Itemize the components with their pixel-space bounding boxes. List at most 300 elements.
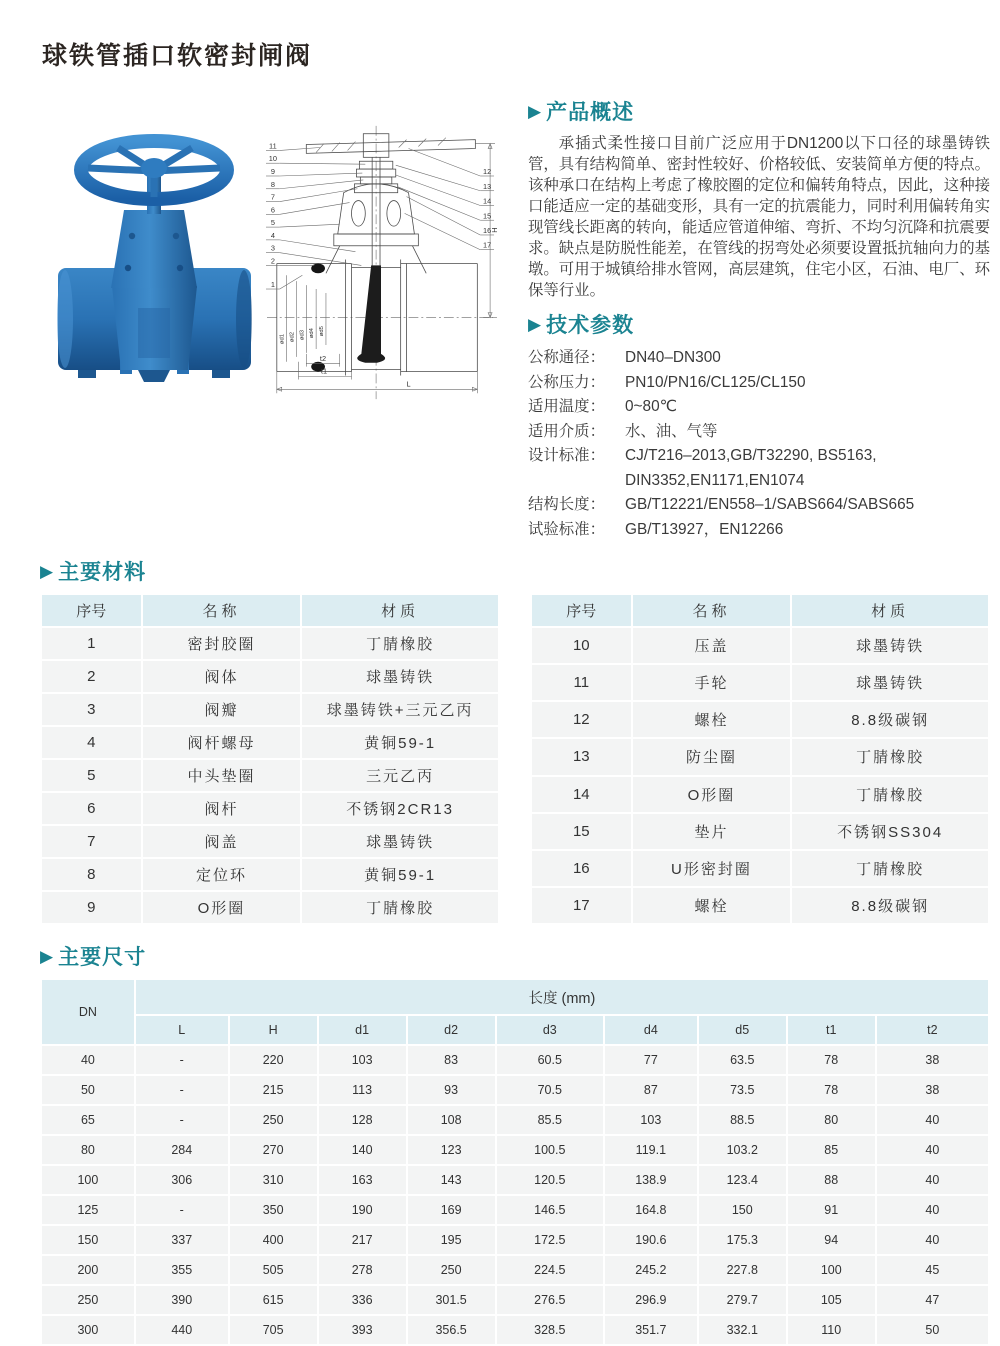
dimensions-table-body	[42, 1046, 988, 1344]
cell-t2: 40	[877, 1106, 988, 1134]
table-row	[42, 1046, 988, 1074]
datasheet-page	[0, 36, 1000, 1337]
dimensions-heading	[40, 941, 990, 971]
materials-right-body	[532, 628, 988, 923]
bolt	[129, 233, 135, 239]
param-row	[528, 493, 990, 518]
dim-t1-t2	[298, 354, 351, 380]
callout-number: 12	[483, 167, 492, 177]
param-row	[528, 469, 990, 494]
table-row	[42, 694, 498, 725]
cell-material: 球墨铸铁	[792, 628, 988, 663]
cell-H: 215	[230, 1076, 317, 1104]
param-row	[528, 420, 990, 445]
valve-photo	[52, 118, 257, 398]
table-row	[42, 1286, 988, 1314]
cell-L: 284	[136, 1136, 228, 1164]
table-row	[42, 892, 498, 923]
cell-no: 8	[42, 859, 141, 890]
product-images	[40, 96, 528, 542]
callout-number: 7	[270, 192, 275, 202]
overview-heading-text: 产品概述	[546, 101, 635, 124]
cell-no: 15	[532, 814, 631, 849]
cell-name: 阀体	[143, 661, 301, 692]
cell-L: 390	[136, 1286, 228, 1314]
cell-d3: 224.5	[497, 1256, 603, 1284]
cell-d5: 103.2	[699, 1136, 786, 1164]
cell-material: 球墨铸铁	[302, 826, 498, 857]
param-label: 适用温度：	[528, 398, 605, 415]
cell-dn: 80	[42, 1136, 134, 1164]
materials-heading	[40, 556, 1000, 586]
table-row	[42, 1106, 988, 1134]
table-row	[42, 727, 498, 758]
callout-number: 13	[483, 181, 492, 191]
cell-L: 355	[136, 1256, 228, 1284]
tech-params-heading	[528, 309, 990, 339]
cell-d5: 123.4	[699, 1166, 786, 1194]
param-row	[528, 371, 990, 396]
table-row	[42, 859, 498, 890]
drawing-handwheel	[306, 134, 475, 158]
cell-dn: 100	[42, 1166, 134, 1194]
col-header-material: 材质	[792, 595, 988, 626]
cell-d4: 103	[605, 1106, 697, 1134]
cell-t2: 40	[877, 1136, 988, 1164]
cell-L: -	[136, 1076, 228, 1104]
cell-dn: 125	[42, 1196, 134, 1224]
cell-H: 350	[230, 1196, 317, 1224]
cell-H: 400	[230, 1226, 317, 1254]
col-header-d4: d4	[605, 1016, 697, 1044]
col-header-dn: DN	[42, 980, 134, 1044]
cell-L: 440	[136, 1316, 228, 1344]
col-header-t1: t1	[788, 1016, 875, 1044]
cell-d4: 164.8	[605, 1196, 697, 1224]
cell-d5: 88.5	[699, 1106, 786, 1134]
param-label	[528, 469, 625, 494]
param-label: 试验标准：	[528, 520, 605, 538]
table-header-row-2	[42, 1016, 988, 1044]
col-header-name: 名称	[143, 595, 301, 626]
cell-no: 2	[42, 661, 141, 692]
cell-d2: 195	[408, 1226, 495, 1254]
cell-L: -	[136, 1196, 228, 1224]
cell-name: O形圈	[633, 777, 791, 812]
cell-no: 6	[42, 793, 141, 824]
cell-name: 螺栓	[633, 888, 791, 923]
diameter-dims	[280, 275, 326, 361]
cell-material: 丁腈橡胶	[792, 777, 988, 812]
nameplate	[138, 308, 170, 358]
cell-d2: 356.5	[408, 1316, 495, 1344]
cell-d5: 150	[699, 1196, 786, 1224]
valve-foot	[78, 370, 96, 378]
section-arrow-icon: ▶	[40, 561, 54, 581]
cell-d5: 175.3	[699, 1226, 786, 1254]
bolt	[173, 233, 179, 239]
cell-t2: 47	[877, 1286, 988, 1314]
col-header-d5: d5	[699, 1016, 786, 1044]
cell-d1: 278	[319, 1256, 406, 1284]
cell-name: 螺栓	[633, 702, 791, 737]
col-header-t2: t2	[877, 1016, 988, 1044]
cell-d2: 250	[408, 1256, 495, 1284]
cell-name: 手轮	[633, 665, 791, 700]
cell-H: 310	[230, 1166, 317, 1194]
cell-material: 黄铜59-1	[302, 859, 498, 890]
overview-heading	[528, 96, 990, 126]
col-header-no: 序号	[42, 595, 141, 626]
cell-material: 丁腈橡胶	[792, 851, 988, 886]
cell-d2: 83	[408, 1046, 495, 1074]
cell-t2: 38	[877, 1046, 988, 1074]
cell-no: 5	[42, 760, 141, 791]
table-row	[42, 1166, 988, 1194]
param-label: 结构长度：	[528, 496, 605, 513]
table-row	[532, 628, 988, 663]
cell-t2: 38	[877, 1076, 988, 1104]
cell-t1: 88	[788, 1166, 875, 1194]
param-value: GB/T12221/EN558–1/SABS664/SABS665	[625, 496, 915, 513]
tech-params-list	[528, 346, 990, 542]
col-header-d2: d2	[408, 1016, 495, 1044]
cell-material: 三元乙丙	[302, 760, 498, 791]
dim-l	[277, 372, 478, 394]
dim-t2-label: t2	[319, 353, 327, 363]
section-arrow-icon: ▶	[528, 101, 542, 121]
cell-dn: 300	[42, 1316, 134, 1344]
cell-no: 12	[532, 702, 631, 737]
callout-number: 3	[270, 243, 275, 253]
param-value: PN10/PN16/CL125/CL150	[625, 373, 806, 391]
cell-name: 中头垫圈	[143, 760, 301, 791]
cell-t2: 40	[877, 1166, 988, 1194]
valve-foot	[212, 370, 230, 378]
cell-name: O形圈	[143, 892, 301, 923]
cell-d3: 172.5	[497, 1226, 603, 1254]
cell-no: 11	[532, 665, 631, 700]
materials-left-body	[42, 628, 498, 923]
param-row	[528, 395, 990, 420]
cell-no: 9	[42, 892, 141, 923]
cell-name: U形密封圈	[633, 851, 791, 886]
cell-no: 14	[532, 777, 631, 812]
table-row	[532, 702, 988, 737]
cell-d3: 328.5	[497, 1316, 603, 1344]
cell-name: 密封胶圈	[143, 628, 301, 659]
cell-t2: 40	[877, 1196, 988, 1224]
cell-H: 220	[230, 1046, 317, 1074]
param-value: CJ/T216–2013,GB/T32290, BS5163,	[625, 447, 877, 464]
table-row	[42, 661, 498, 692]
cell-d4: 138.9	[605, 1166, 697, 1194]
cell-t1: 78	[788, 1046, 875, 1074]
cell-dn: 200	[42, 1256, 134, 1284]
cell-L: 306	[136, 1166, 228, 1194]
callout-number: 4	[270, 230, 275, 240]
callout-number: 9	[270, 167, 275, 177]
cell-material: 球墨铸铁	[792, 665, 988, 700]
info-column	[528, 96, 990, 542]
table-row	[532, 851, 988, 886]
cell-material: 8.8级碳钢	[792, 702, 988, 737]
cell-d4: 245.2	[605, 1256, 697, 1284]
cell-t1: 91	[788, 1196, 875, 1224]
socket-shadow	[236, 270, 252, 368]
table-row	[42, 1076, 988, 1104]
cell-dn: 150	[42, 1226, 134, 1254]
callout-number: 10	[268, 154, 277, 164]
param-value: 水、油、气等	[625, 422, 718, 440]
callout-number: 1	[270, 280, 275, 290]
cell-dn: 65	[42, 1106, 134, 1134]
cell-d3: 120.5	[497, 1166, 603, 1194]
dim-label: ød1	[279, 333, 286, 345]
table-row	[42, 826, 498, 857]
cell-material: 不锈钢2CR13	[302, 793, 498, 824]
cell-no: 3	[42, 694, 141, 725]
cell-d4: 87	[605, 1076, 697, 1104]
materials-table-right	[530, 593, 990, 925]
col-header-d1: d1	[319, 1016, 406, 1044]
param-value: GB/T13927，EN12266	[625, 520, 784, 538]
cell-d2: 93	[408, 1076, 495, 1104]
cell-d4: 119.1	[605, 1136, 697, 1164]
cell-H: 270	[230, 1136, 317, 1164]
cell-material: 8.8级碳钢	[792, 888, 988, 923]
cell-d1: 336	[319, 1286, 406, 1314]
table-row	[42, 1226, 988, 1254]
callout-number: 2	[270, 256, 275, 266]
col-header-L: L	[136, 1016, 228, 1044]
cell-d1: 140	[319, 1136, 406, 1164]
cell-no: 1	[42, 628, 141, 659]
table-row	[42, 1316, 988, 1344]
cell-d4: 77	[605, 1046, 697, 1074]
cell-no: 16	[532, 851, 631, 886]
cell-d1: 163	[319, 1166, 406, 1194]
table-row	[532, 888, 988, 923]
cell-H: 250	[230, 1106, 317, 1134]
cell-d3: 60.5	[497, 1046, 603, 1074]
cell-name: 阀瓣	[143, 694, 301, 725]
cell-d5: 63.5	[699, 1046, 786, 1074]
cell-d1: 103	[319, 1046, 406, 1074]
table-row	[42, 628, 498, 659]
valve-body-tip	[138, 370, 170, 382]
cell-t1: 105	[788, 1286, 875, 1314]
cell-d1: 113	[319, 1076, 406, 1104]
param-label: 适用介质：	[528, 422, 605, 440]
cell-H: 505	[230, 1256, 317, 1284]
cell-material: 丁腈橡胶	[302, 628, 498, 659]
cell-d3: 70.5	[497, 1076, 603, 1104]
cell-t1: 85	[788, 1136, 875, 1164]
overview-paragraph: 承插式柔性接口目前广泛应用于DN1200以下口径的球墨铸铁管，具有结构简单、密封性较好、价格较低、安装简单方便的特点。该种承口在结构上考虑了橡胶圈的定位和偏转角特点，因此，这种接口能适应一定的基础变形，具有一定的抗震能力，同时利用偏转角实现管线长距离的转向，能适应管道伸缩、弯折、不均匀沉降和抗震要求。缺点是防脱性能差，在管线的拐弯处必须要设置抵抗轴向力的基墩。可用于城镇给排水管网，高层建筑，住宅小区，石油、电厂、环保等行业。	[528, 135, 990, 299]
cell-d1: 128	[319, 1106, 406, 1134]
callout-number: 16	[483, 225, 492, 235]
cell-name: 阀杆螺母	[143, 727, 301, 758]
callout-number: 14	[483, 196, 492, 206]
dim-label: ød5	[319, 326, 326, 337]
cell-dn: 40	[42, 1046, 134, 1074]
col-header-no: 序号	[532, 595, 631, 626]
cell-t2: 45	[877, 1256, 988, 1284]
cell-t1: 100	[788, 1256, 875, 1284]
cell-t1: 78	[788, 1076, 875, 1104]
dim-label: ød2	[289, 331, 296, 343]
table-header-row	[42, 595, 498, 626]
param-label: 公称通径：	[528, 349, 605, 366]
param-value: DIN3352,EN1171,EN1074	[625, 471, 805, 489]
page-title: 球铁管插口软密封闸阀	[42, 42, 313, 70]
cell-name: 阀盖	[143, 826, 301, 857]
table-row	[532, 665, 988, 700]
valve-drawing-wrap	[261, 118, 501, 410]
materials-table-left	[40, 593, 500, 925]
table-header-row-1	[42, 980, 988, 1014]
dimensions-section	[40, 941, 990, 1346]
tech-params-heading-text: 技术参数	[546, 314, 635, 337]
col-group-header-length: 长度 (mm)	[136, 980, 988, 1014]
cell-d1: 190	[319, 1196, 406, 1224]
valve-bonnet	[111, 210, 197, 288]
handwheel-hub	[141, 158, 167, 178]
cell-material: 黄铜59-1	[302, 727, 498, 758]
col-header-H: H	[230, 1016, 317, 1044]
table-row	[532, 814, 988, 849]
valve-photo-wrap	[52, 118, 257, 403]
col-header-material: 材质	[302, 595, 498, 626]
param-row	[528, 444, 990, 469]
cell-name: 垫片	[633, 814, 791, 849]
cell-d2: 169	[408, 1196, 495, 1224]
cell-no: 17	[532, 888, 631, 923]
cell-material: 不锈钢SS304	[792, 814, 988, 849]
callout-number: 15	[483, 211, 492, 221]
cell-material: 丁腈橡胶	[792, 739, 988, 774]
cell-name: 定位环	[143, 859, 301, 890]
cell-d5: 73.5	[699, 1076, 786, 1104]
col-header-name: 名称	[633, 595, 791, 626]
bolt	[125, 265, 131, 271]
cell-t2: 40	[877, 1226, 988, 1254]
callout-number: 17	[483, 240, 492, 250]
cell-d4: 190.6	[605, 1226, 697, 1254]
callout-number: 6	[270, 205, 275, 215]
cell-no: 13	[532, 739, 631, 774]
cell-d3: 146.5	[497, 1196, 603, 1224]
bolt	[177, 265, 183, 271]
cell-d3: 85.5	[497, 1106, 603, 1134]
cell-L: -	[136, 1106, 228, 1134]
cell-d4: 296.9	[605, 1286, 697, 1314]
cell-t1: 80	[788, 1106, 875, 1134]
cell-d5: 227.8	[699, 1256, 786, 1284]
socket-highlight	[57, 270, 73, 368]
cell-name: 阀杆	[143, 793, 301, 824]
table-row	[42, 1196, 988, 1224]
cell-no: 4	[42, 727, 141, 758]
cell-d2: 123	[408, 1136, 495, 1164]
cell-name: 防尘圈	[633, 739, 791, 774]
cell-d5: 332.1	[699, 1316, 786, 1344]
cell-name: 压盖	[633, 628, 791, 663]
cell-material: 丁腈橡胶	[302, 892, 498, 923]
param-row	[528, 518, 990, 543]
cell-d2: 108	[408, 1106, 495, 1134]
table-row	[42, 793, 498, 824]
cell-d3: 100.5	[497, 1136, 603, 1164]
cell-dn: 50	[42, 1076, 134, 1104]
top-section	[0, 96, 1000, 542]
cell-d2: 301.5	[408, 1286, 495, 1314]
dim-l-label: L	[406, 379, 411, 389]
col-header-d3: d3	[497, 1016, 603, 1044]
materials-tables	[40, 593, 1000, 925]
dim-label: ød3	[299, 330, 306, 341]
section-arrow-icon: ▶	[528, 314, 542, 334]
cell-L: -	[136, 1046, 228, 1074]
callout-number: 5	[270, 218, 275, 228]
cell-t1: 94	[788, 1226, 875, 1254]
cell-d1: 217	[319, 1226, 406, 1254]
cell-H: 705	[230, 1316, 317, 1344]
callouts-right	[396, 148, 494, 249]
cell-t2: 50	[877, 1316, 988, 1344]
cell-no: 10	[532, 628, 631, 663]
dim-h-label: H	[489, 227, 499, 233]
callout-number: 11	[269, 141, 277, 151]
table-row	[42, 1256, 988, 1284]
table-row	[42, 1136, 988, 1164]
valve-sectional-drawing	[261, 118, 501, 405]
cell-L: 337	[136, 1226, 228, 1254]
cell-d1: 393	[319, 1316, 406, 1344]
cell-material: 球墨铸铁	[302, 661, 498, 692]
param-row	[528, 346, 990, 371]
materials-heading-text: 主要材料	[58, 561, 147, 584]
seal-ring-top	[311, 263, 325, 273]
cell-no: 7	[42, 826, 141, 857]
table-header-row	[532, 595, 988, 626]
dim-t1-label: t1	[320, 366, 328, 376]
drawing-wedge	[357, 265, 385, 362]
section-arrow-icon: ▶	[40, 946, 54, 966]
cell-d2: 143	[408, 1166, 495, 1194]
table-row	[42, 760, 498, 791]
param-label: 设计标准：	[528, 447, 605, 464]
param-value: 0~80℃	[625, 398, 677, 415]
cell-material: 球墨铸铁+三元乙丙	[302, 694, 498, 725]
dimensions-heading-text: 主要尺寸	[58, 946, 147, 969]
table-row	[532, 777, 988, 812]
dimensions-table	[40, 978, 990, 1346]
dim-label: ød4	[309, 328, 316, 339]
param-value: DN40–DN300	[625, 349, 721, 366]
callout-number: 8	[270, 179, 275, 189]
materials-section	[0, 556, 1000, 925]
cell-d4: 351.7	[605, 1316, 697, 1344]
cell-dn: 250	[42, 1286, 134, 1314]
cell-H: 615	[230, 1286, 317, 1314]
table-row	[532, 739, 988, 774]
param-label: 公称压力：	[528, 373, 605, 391]
cell-d5: 279.7	[699, 1286, 786, 1314]
cell-d3: 276.5	[497, 1286, 603, 1314]
cell-t1: 110	[788, 1316, 875, 1344]
